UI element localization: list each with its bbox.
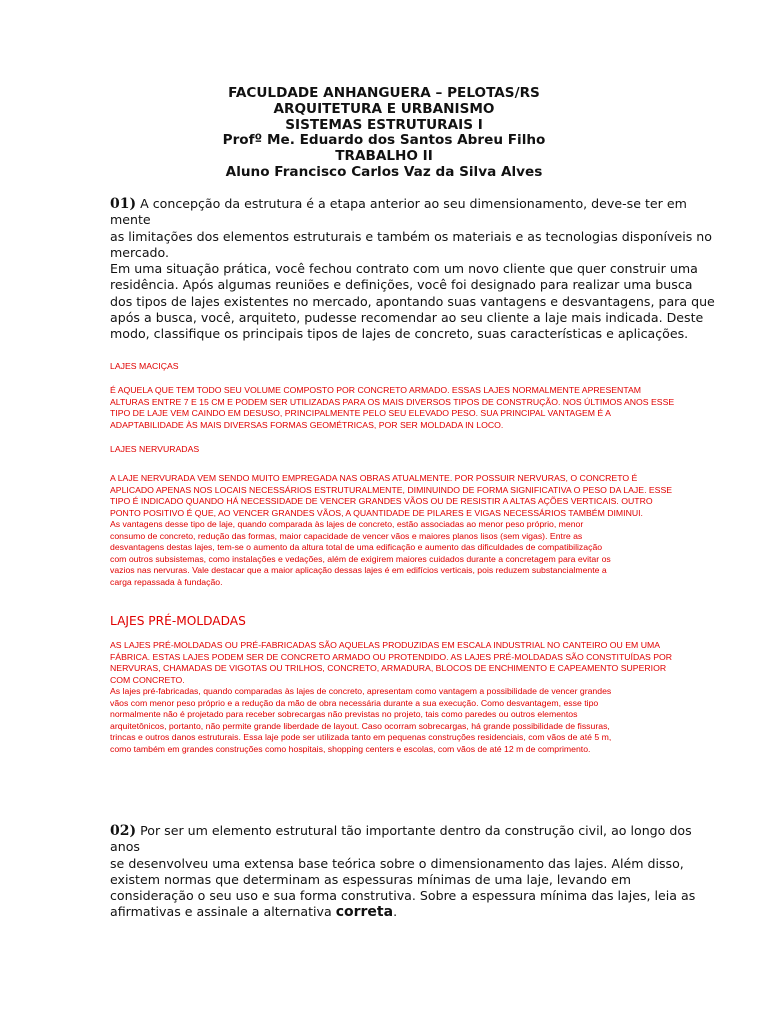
question-line: anos bbox=[110, 839, 140, 855]
question-period: . bbox=[393, 904, 398, 920]
header-line-student: Aluno Francisco Carlos Vaz da Silva Alves bbox=[225, 163, 543, 180]
section-line: desvantagens destas lajes, tem-se o aumento da altura total de uma edificação e aumento das dificuldades de compatibilização bbox=[110, 542, 603, 552]
section-title-premoldadas: LAJES PRÉ-MOLDADAS bbox=[110, 614, 246, 628]
section-line: APLICADO APENAS NOS LOCAIS NECESSÁRIOS ESTRUTURALMENTE, DIMINUINDO DE FORMA SIGNIFICATIVA O PESO DA LAJE. ESSE bbox=[110, 484, 673, 495]
section-line: TIPO É INDICADO QUANDO HÁ NECESSIDADE DE VENCER GRANDES VÃOS OU DE RESISTIR A ALTAS AÇÕES VERTICAIS. OUTRO bbox=[110, 496, 653, 506]
section-title-macicas: LAJES MACIÇAS bbox=[110, 361, 179, 371]
section-line: como também em grandes construções como hospitais, shopping centers e escolas, com vãos de até 12 m de comprimento. bbox=[110, 743, 591, 754]
question-line: Em uma situação prática, você fechou contrato com um novo cliente que quer construir uma bbox=[110, 261, 698, 277]
section-line: vãos com menor peso próprio e a redução da mão de obra necessária durante a sua execução. Como desvantagem, esse tipo bbox=[110, 697, 599, 708]
section-line: arquitetônicos, portanto, não permite grande liberdade de layout. Caso ocorram sobrecargas, há grande possibilidade de fissuras, bbox=[110, 720, 610, 731]
section-line: PONTO POSITIVO É QUE, AO VENCER GRANDES VÃOS, A QUANTIDADE DE PILARES E VIGAS NECESSÁRIOS TAMBÉM DIMINUI. bbox=[110, 507, 643, 518]
section-body-premoldadas bbox=[110, 640, 673, 755]
section-line: TIPO DE LAJE VEM CAINDO EM DESUSO, PRINCIPALMENTE PELO SEU ELEVADO PESO. SUA PRINCIPAL VANTAGEM É A bbox=[110, 408, 611, 418]
section-line: FÁBRICA. ESTAS LAJES PODEM SER DE CONCRETO ARMADO OU PROTENDIDO. AS LAJES PRÉ-MOLDADAS SÃO CONSTITUÍDAS POR bbox=[110, 651, 673, 662]
section-line: consumo de concreto, redução das formas, maior capacidade de vencer vãos e maiores planos lisos (sem vigas). Entre as bbox=[110, 530, 583, 541]
question-line: consideração o seu uso e sua forma construtiva. Sobre a espessura mínima das lajes, leia as bbox=[110, 888, 696, 904]
question-text: Por ser um elemento estrutural tão importante dentro da construção civil, ao longo dos bbox=[136, 823, 692, 838]
section-line: NERVURAS, CHAMADAS DE VIGOTAS OU TRILHOS, CONCRETO, ARMADURA, BLOCOS DE ENCHIMENTO E CAPEAMENTO SUPERIOR bbox=[110, 663, 667, 673]
question-line: residência. Após algumas reuniões e definições, você foi designado para realizar uma busca bbox=[110, 277, 693, 293]
question-line: modo, classifique os principais tipos de lajes de concreto, suas características e aplicações. bbox=[110, 326, 689, 342]
section-line: normalmente não é projetado para receber sobrecargas não previstas no projeto, tais como paredes ou outros elementos bbox=[110, 709, 578, 719]
section-line: vazios nas nervuras. Vale destacar que a maior aplicação dessas lajes é em edifícios verticais, pois reduzem substancialmente a bbox=[110, 565, 607, 575]
question-2 bbox=[110, 823, 696, 921]
section-line: É AQUELA QUE TEM TODO SEU VOLUME COMPOSTO POR CONCRETO ARMADO. ESSAS LAJES NORMALMENTE APRESENTAM bbox=[110, 385, 642, 395]
section-line: AS LAJES PRÉ-MOLDADAS OU PRÉ-FABRICADAS SÃO AQUELAS PRODUZIDAS EM ESCALA INDUSTRIAL NO CANTEIRO OU EM UMA bbox=[110, 640, 660, 650]
question-1 bbox=[110, 196, 715, 343]
section-line: As vantagens desse tipo de laje, quando comparada às lajes de concreto, estão associadas ao menor peso próprio, menor bbox=[110, 519, 584, 529]
question-line: mercado. bbox=[110, 244, 170, 260]
section-body-nervuradas bbox=[110, 473, 673, 588]
section-title-nervuradas: LAJES NERVURADAS bbox=[110, 444, 200, 454]
document-header bbox=[0, 86, 768, 181]
section-line: As lajes pré-fabricadas, quando comparadas às lajes de concreto, apresentam como vantagem a possibilidade de vencer grandes bbox=[110, 686, 612, 696]
header-line-institution: FACULDADE ANHANGUERA – PELOTAS/RS bbox=[228, 85, 540, 101]
section-line: A LAJE NERVURADA VEM SENDO MUITO EMPREGADA NAS OBRAS ATUALMENTE. POR POSSUIR NERVURAS, O CONCRETO É bbox=[110, 473, 638, 483]
section-line: ADAPTABILIDADE ÀS MAIS DIVERSAS FORMAS GEOMÉTRICAS, POR SER MOLDADA IN LOCO. bbox=[110, 419, 504, 430]
question-text: afirmativas e assinale a alternativa bbox=[110, 904, 336, 920]
emphasis-correta: correta bbox=[335, 904, 394, 921]
header-line-course: ARQUITETURA E URBANISMO bbox=[273, 100, 495, 117]
question-line: após a busca, você, arquiteto, pudesse recomendar ao seu cliente a laje mais indicada. Deste bbox=[110, 310, 704, 326]
header-line-subject: SISTEMAS ESTRUTURAIS I bbox=[285, 116, 483, 133]
header-line-assignment: TRABALHO II bbox=[335, 148, 433, 165]
section-line: ALTURAS ENTRE 7 E 15 CM E PODEM SER UTILIZADAS PARA OS MAIS DIVERSOS TIPOS DE CONSTRUÇÃO. NOS ÚLTIMOS ANOS ESSE bbox=[110, 396, 675, 407]
question-line bbox=[110, 823, 692, 839]
section-line: trincas e outros danos estruturais. Essa laje pode ser utilizada tanto em pequenas construções residenciais, com vãos de até 5 m, bbox=[110, 732, 612, 742]
question-number: 02) bbox=[110, 823, 137, 839]
question-line: existem normas que determinam as espessuras mínimas de uma laje, levando em bbox=[110, 871, 632, 887]
section-line: COM CONCRETO. bbox=[110, 674, 185, 685]
section-line: carga repassada à fundação. bbox=[110, 576, 223, 587]
question-line: se desenvolveu uma extensa base teórica sobre o dimensionamento das lajes. Além disso, bbox=[110, 855, 684, 871]
question-line: as limitações dos elementos estruturais e também os materiais e as tecnologias disponíveis no bbox=[110, 228, 712, 244]
header-line-professor: Profº Me. Eduardo dos Santos Abreu Filho bbox=[222, 132, 546, 149]
question-number: 01) bbox=[110, 196, 137, 212]
question-text: A concepção da estrutura é a etapa anterior ao seu dimensionamento, deve-se ter em bbox=[136, 196, 687, 211]
question-line: mente bbox=[110, 212, 151, 228]
section-body-macicas bbox=[110, 385, 675, 431]
question-line bbox=[110, 196, 687, 212]
question-line: dos tipos de lajes existentes no mercado, apontando suas vantagens e desvantagens, para que bbox=[110, 293, 715, 309]
question-line bbox=[110, 904, 658, 920]
section-line: com outros subsistemas, como instalações e vedações, além de exigirem maiores cuidados durante a concretagem para evitar os bbox=[110, 553, 611, 564]
